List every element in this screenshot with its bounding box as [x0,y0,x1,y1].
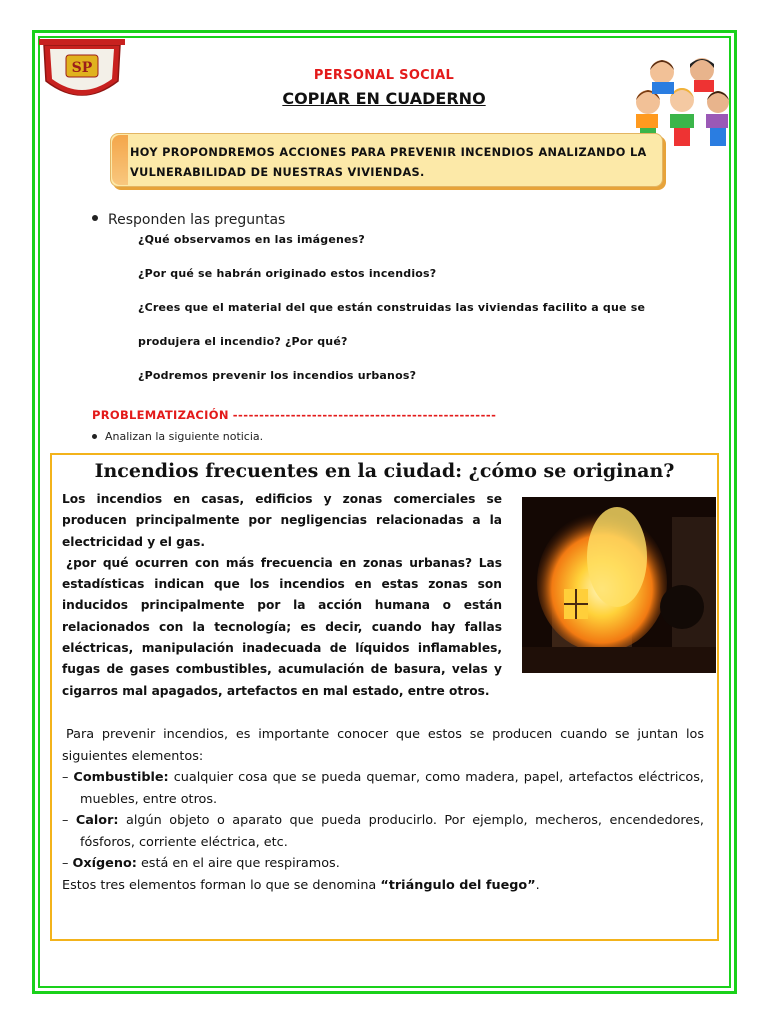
question-item: ¿Por qué se habrán originado estos incendios? [138,267,437,280]
logo-initials: SP [71,60,93,76]
question-item: produjera el incendio? ¿Por qué? [138,335,348,348]
news-instruction-label: Analizan la siguiente noticia. [105,430,264,443]
news-paragraph: Para prevenir incendios, es importante conocer que estos se producen cuando se juntan los siguientes elementos: [62,727,704,764]
element-item-calor: – Calor: algún objeto o aparato que pueda producirlo. Por ejemplo, mecheros, encendedores, fósforos, corriente eléctrica, etc. [62,813,705,850]
news-instruction [92,430,263,443]
closing-suffix: . [535,877,540,893]
element-desc: algún objeto o aparato que pueda producirlo. Por ejemplo, mecheros, encendedores, fósforos, corriente eléctrica, etc. [80,813,705,850]
news-body-top [62,489,502,702]
element-desc: está en el aire que respiramos. [140,856,340,871]
element-term: Calor: [75,813,119,828]
objective-text: HOY PROPONDREMOS ACCIONES PARA PREVENIR INCENDIOS ANALIZANDO LA VULNERABILIDAD DE NUESTRAS VIVIENDAS. [130,146,647,179]
question-item: ¿Qué observamos en las imágenes? [138,233,366,246]
bullet-icon [92,434,97,439]
copy-instruction-title: COPIAR EN CUADERNO [282,89,486,108]
element-item-combustible: – Combustible: cualquier cosa que se pueda quemar, como madera, papel, artefactos eléctricos, muebles, entre otros. [62,770,704,807]
news-title: Incendios frecuentes en la ciudad: ¿cómo se originan? [94,460,675,482]
house-fire-photo [522,497,716,673]
bullet-icon [92,215,98,221]
problematization-label: PROBLEMATIZACIÓN [92,408,229,422]
banner-accent-tab [112,135,128,185]
subject-title: PERSONAL SOCIAL [313,68,455,83]
question-item: ¿Podremos prevenir los incendios urbanos? [138,369,417,382]
element-item-oxigeno: – Oxígeno: está en el aire que respiramos. [62,856,340,871]
questions-intro-label: Responden las preguntas [108,212,286,228]
problematization-dashes: -------------------------------------------------- [232,408,497,422]
closing-prefix: Estos tres elementos forman lo que se denomina [62,877,381,893]
questions-intro [92,212,285,228]
news-closing [62,875,704,897]
news-paragraph: ¿por qué ocurren con más frecuencia en zonas urbanas? Las estadísticas indican que los incendios en estas zonas son inducidos principalmente por la acción humana o están relacionados con la tecnología; es decir, cuando hay fallas eléctricas, manipulación inadecuada de líquidos inflamables, fugas de gases combustibles, acumulación de basura, velas y cigarros mal apagados, artefactos en mal estado, entre otros. [62,555,502,698]
element-term: Combustible: [73,770,169,785]
question-item: ¿Crees que el material del que están construidas las viviendas facilito a que se [138,301,646,314]
problematization-heading [92,408,496,422]
element-desc: cualquier cosa que se pueda quemar, como madera, papel, artefactos eléctricos, muebles, entre otros. [80,770,704,807]
element-term: Oxígeno: [72,856,137,871]
fire-triangle-term: “triángulo del fuego” [380,877,536,893]
news-paragraph: Los incendios en casas, edificios y zonas comerciales se producen principalmente por negligencias relacionadas a la electricidad y el gas. [62,492,502,549]
news-body-bottom [62,724,704,896]
